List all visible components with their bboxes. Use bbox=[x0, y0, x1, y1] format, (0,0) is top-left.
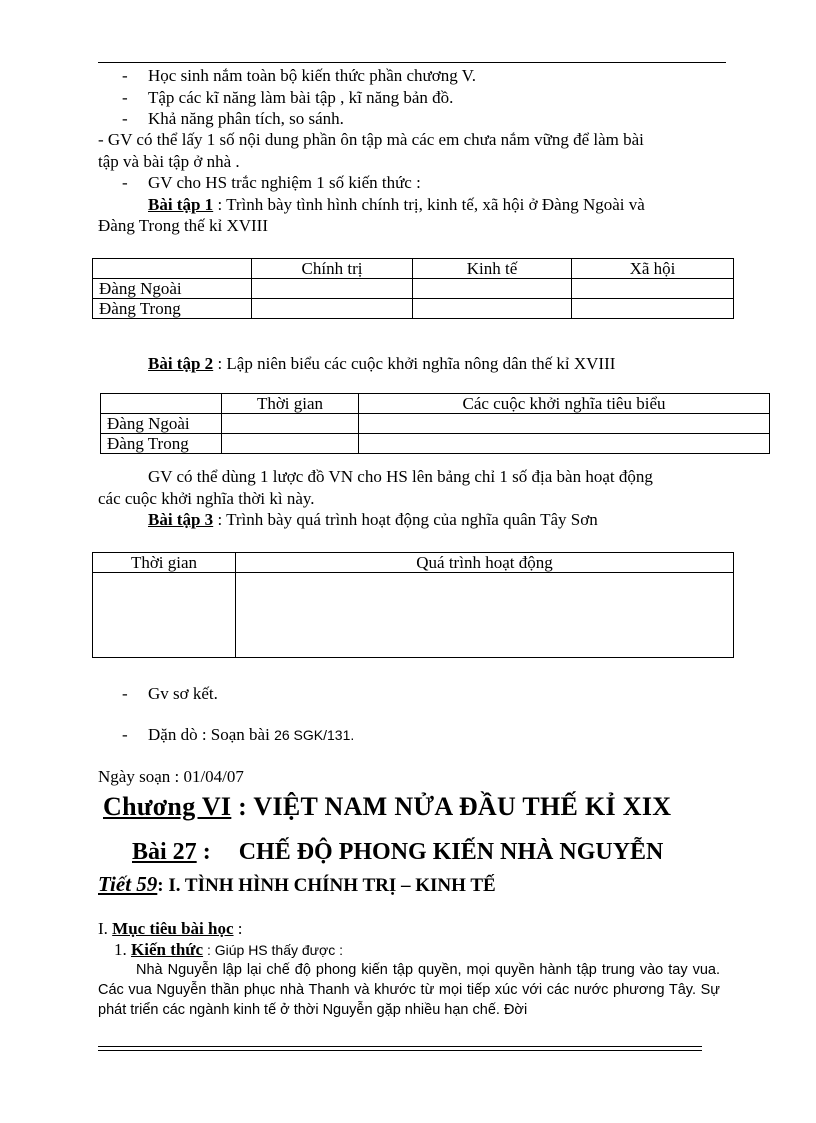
footer-rule bbox=[98, 1046, 702, 1051]
period-title: Tiết 59: I. TÌNH HÌNH CHÍNH TRỊ – KINH TẾ bbox=[98, 872, 496, 896]
date-line: Ngày soạn : 01/04/07 bbox=[98, 767, 244, 786]
objectives-heading: I. Mục tiêu bài học : bbox=[98, 919, 243, 938]
table-header: Thời gian bbox=[93, 553, 236, 573]
table-header bbox=[101, 394, 222, 414]
bt1-heading: Bài tập 1 : Trình bày tình hình chính trị, kinh tế, xã hội ở Đàng Ngoài và bbox=[148, 195, 645, 214]
table-header: Chính trị bbox=[252, 259, 413, 279]
map-note-line1: GV có thể dùng 1 lược đồ VN cho HS lên bảng chỉ 1 số địa bàn hoạt động bbox=[148, 467, 653, 486]
closing-2: - Dặn dò : Soạn bài 26 SGK/131. bbox=[122, 725, 355, 744]
table-header: Xã hội bbox=[572, 259, 734, 279]
table-cell: Đàng Trong bbox=[93, 299, 252, 319]
bt2-heading: Bài tập 2 : Lập niên biểu các cuộc khởi nghĩa nông dân thế kỉ XVIII bbox=[148, 354, 616, 373]
table-row bbox=[93, 299, 734, 319]
table-row bbox=[101, 414, 770, 434]
header-rule bbox=[98, 62, 726, 63]
body-paragraph: Nhà Nguyễn lập lại chế độ phong kiến tập quyền, mọi quyền hành tập trung vào tay vua. Các vua Nguyễn thần phục nhà Thanh và khước từ mọi tiếp xúc với các nước phương Tây. Sự phát triển các ngành kinh tế ở thời Nguyễn gặp nhiều hạn chế. Đời bbox=[98, 962, 720, 1018]
table-header: Kinh tế bbox=[413, 259, 572, 279]
table-row bbox=[93, 279, 734, 299]
table-header: Quá trình hoạt động bbox=[236, 553, 734, 573]
bt1-heading-line2: Đàng Trong thế kỉ XVIII bbox=[98, 216, 268, 235]
closing-1: - Gv sơ kết. bbox=[122, 684, 218, 703]
bt3-label: Bài tập 3 bbox=[148, 510, 214, 529]
lesson-title: Bài 27 : CHẾ ĐỘ PHONG KIẾN NHÀ NGUYỄN bbox=[132, 839, 664, 865]
table-cell: Đàng Trong bbox=[101, 434, 222, 454]
bt1-label: Bài tập 1 bbox=[148, 195, 214, 214]
table-row bbox=[93, 553, 734, 573]
chapter-title: Chương VI : VIỆT NAM NỬA ĐẦU THẾ KỈ XIX bbox=[103, 792, 672, 821]
bullet-2: - Tập các kĩ năng làm bài tập , kĩ năng bản đồ. bbox=[122, 88, 454, 107]
table-cell: Đàng Ngoài bbox=[101, 414, 222, 434]
table-row bbox=[93, 259, 734, 279]
bt2-table bbox=[100, 393, 770, 454]
gv-note-line2: tập và bài tập ở nhà . bbox=[98, 152, 240, 171]
table-row bbox=[101, 394, 770, 414]
table-cell: Đàng Ngoài bbox=[93, 279, 252, 299]
table-row bbox=[93, 573, 734, 658]
map-note-line2: các cuộc khởi nghĩa thời kì này. bbox=[98, 489, 315, 508]
bt3-table bbox=[92, 552, 734, 658]
table-header: Các cuộc khởi nghĩa tiêu biểu bbox=[359, 394, 770, 414]
table-row bbox=[101, 434, 770, 454]
bt2-label: Bài tập 2 bbox=[148, 354, 214, 373]
table-header: Thời gian bbox=[222, 394, 359, 414]
bullet-3: - Khả năng phân tích, so sánh. bbox=[122, 109, 344, 128]
bt1-table bbox=[92, 258, 734, 319]
table-header bbox=[93, 259, 252, 279]
knowledge-heading: 1. Kiến thức : Giúp HS thấy được : bbox=[114, 940, 344, 959]
gv-quiz: - GV cho HS trắc nghiệm 1 số kiến thức : bbox=[122, 173, 421, 192]
bt3-heading: Bài tập 3 : Trình bày quá trình hoạt động của nghĩa quân Tây Sơn bbox=[148, 510, 598, 529]
bullet-1: - Học sinh nắm toàn bộ kiến thức phần chương V. bbox=[122, 66, 477, 85]
gv-note-line1: - GV có thể lấy 1 số nội dung phần ôn tập mà các em chưa nắm vững để làm bài bbox=[98, 130, 644, 149]
